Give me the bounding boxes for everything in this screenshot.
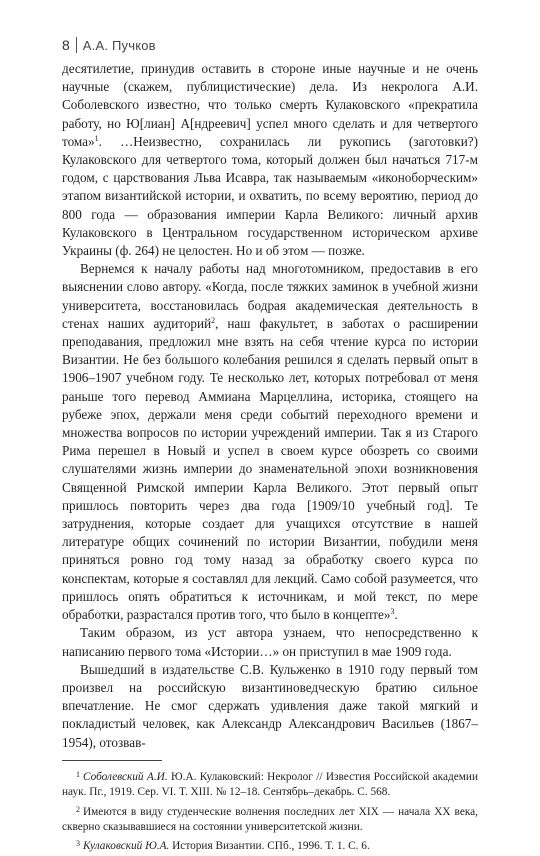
page <box>62 36 478 856</box>
footnote-number: 2 <box>76 804 80 814</box>
footnote-ref[interactable]: 3 <box>390 607 395 617</box>
footnote-author: Кулаковский Ю.А. <box>83 840 170 853</box>
paragraph <box>62 624 478 660</box>
paragraph-text: Таким образом, из уст автора узнаем, что непосредственно к написанию первого тома «Истории…» он приступил в мае 1909 года. <box>62 625 478 659</box>
footnote <box>62 767 478 801</box>
footnote <box>62 836 478 854</box>
paragraph-text: Вышедший в издательстве С.В. Кульженко в 1910 году первый том произвел на российскую византиноведческую братию сильное впечатление. Не смог сдержать удивления даже такой мягкий и покладистый человек, как Александр Александрович Васильев (1867–1954), отозвав- <box>62 661 478 750</box>
footnotes <box>62 767 478 855</box>
page-number: 8 <box>62 37 70 53</box>
paragraph <box>62 260 478 624</box>
footnote-rule <box>62 760 162 761</box>
footnote-ref[interactable]: 2 <box>211 315 216 325</box>
footnote-text: Ю.А. Кулаковский: Некролог // Известия Российской академии наук. Пг., 1919. Сер. VI. Т. XIII. № 12–18. Сентябрь–декабрь. С. 568. <box>62 770 478 799</box>
paragraph-text: десятилетие, принудив оставить в стороне иные научные и не очень научные (скажем, публицистические) дела. Из некролога А.И. Соболевского известно, что только смерть Кулаковского «прекратила работу, но Ю[лиан] А[ндреевич] успел много сделать и для четвертого тома» <box>62 61 478 149</box>
footnote <box>62 802 478 836</box>
body-text <box>62 60 478 752</box>
paragraph-text: Вернемся к началу работы над многотомником, предоставив в его выяснении слово автору. «Когда, после тяжких заминок в учебной жизни университета, восстановилась бодрая академическая деятельность в стенах наших аудиторий <box>62 261 478 331</box>
running-header <box>62 36 478 54</box>
paragraph <box>62 60 478 260</box>
paragraph <box>62 661 478 752</box>
paragraph-text: . <box>394 607 398 623</box>
paragraph-text: , наш факультет, в заботах о расширении преподавания, предложил мне взять на себя чтение курса по истории Византии. Не без большого колебания решился я сделать первый опыт в 1906–1907 учебном году. Те несколько лет, которых потребовал от меня раньше того перевод Аммиана Марцеллина, историка, стоящего на рубеже эпох, держали меня среди событий переходного времени и множества вопросов по истории учреждений империи. Так я из Старого Рима перешел в Новый и успел в своем курсе обозреть со своими слушателями жизнь империи до знаменательной эпохи возникновения Священной Римской империи Карла Великого. Этот первый опыт пришлось повторить через два года [1909/10 учебный год]. Те затруднения, которые создает для учащихся отсутствие в нашей литературе общих сочинений по истории Византии, побудили меня приняться ровно год тому назад за обработку своего курса по конспектам, которые я составлял для лекций. Само собой разумеется, что пришлось опять обратиться к источникам, и мой текст, по мере обработки, разрастался против того, что было в концепте» <box>62 315 478 623</box>
running-author: А.А. Пучков <box>82 37 156 53</box>
footnote-author: Соболевский А.И. <box>83 770 168 783</box>
footnote-number: 1 <box>76 769 80 779</box>
header-divider <box>76 37 77 53</box>
footnote-ref[interactable]: 1 <box>94 133 99 143</box>
footnote-number: 3 <box>76 839 80 849</box>
footnote-text: Имеются в виду студенческие волнения последних лет XIX — начала XX века, скверно сказывавшиеся на состоянии университетской жизни. <box>62 805 478 833</box>
paragraph-text: . …Неизвестно, сохранилась ли рукопись (заготовки?) Кулаковского для четвертого тома, который должен был начаться 717-м годом, с царствования Льва Исавра, так называемым «иконоборческим» этапом византийской истории, и охватить, по всему вероятию, период до 800 года — образования империи Карла Великого: личный архив Кулаковского в Центральном государственном историческом архиве Украины (ф. 264) не целостен. Но и об этом — позже. <box>62 133 478 259</box>
footnote-text: История Византии. СПб., 1996. Т. 1. С. 6. <box>169 840 370 853</box>
